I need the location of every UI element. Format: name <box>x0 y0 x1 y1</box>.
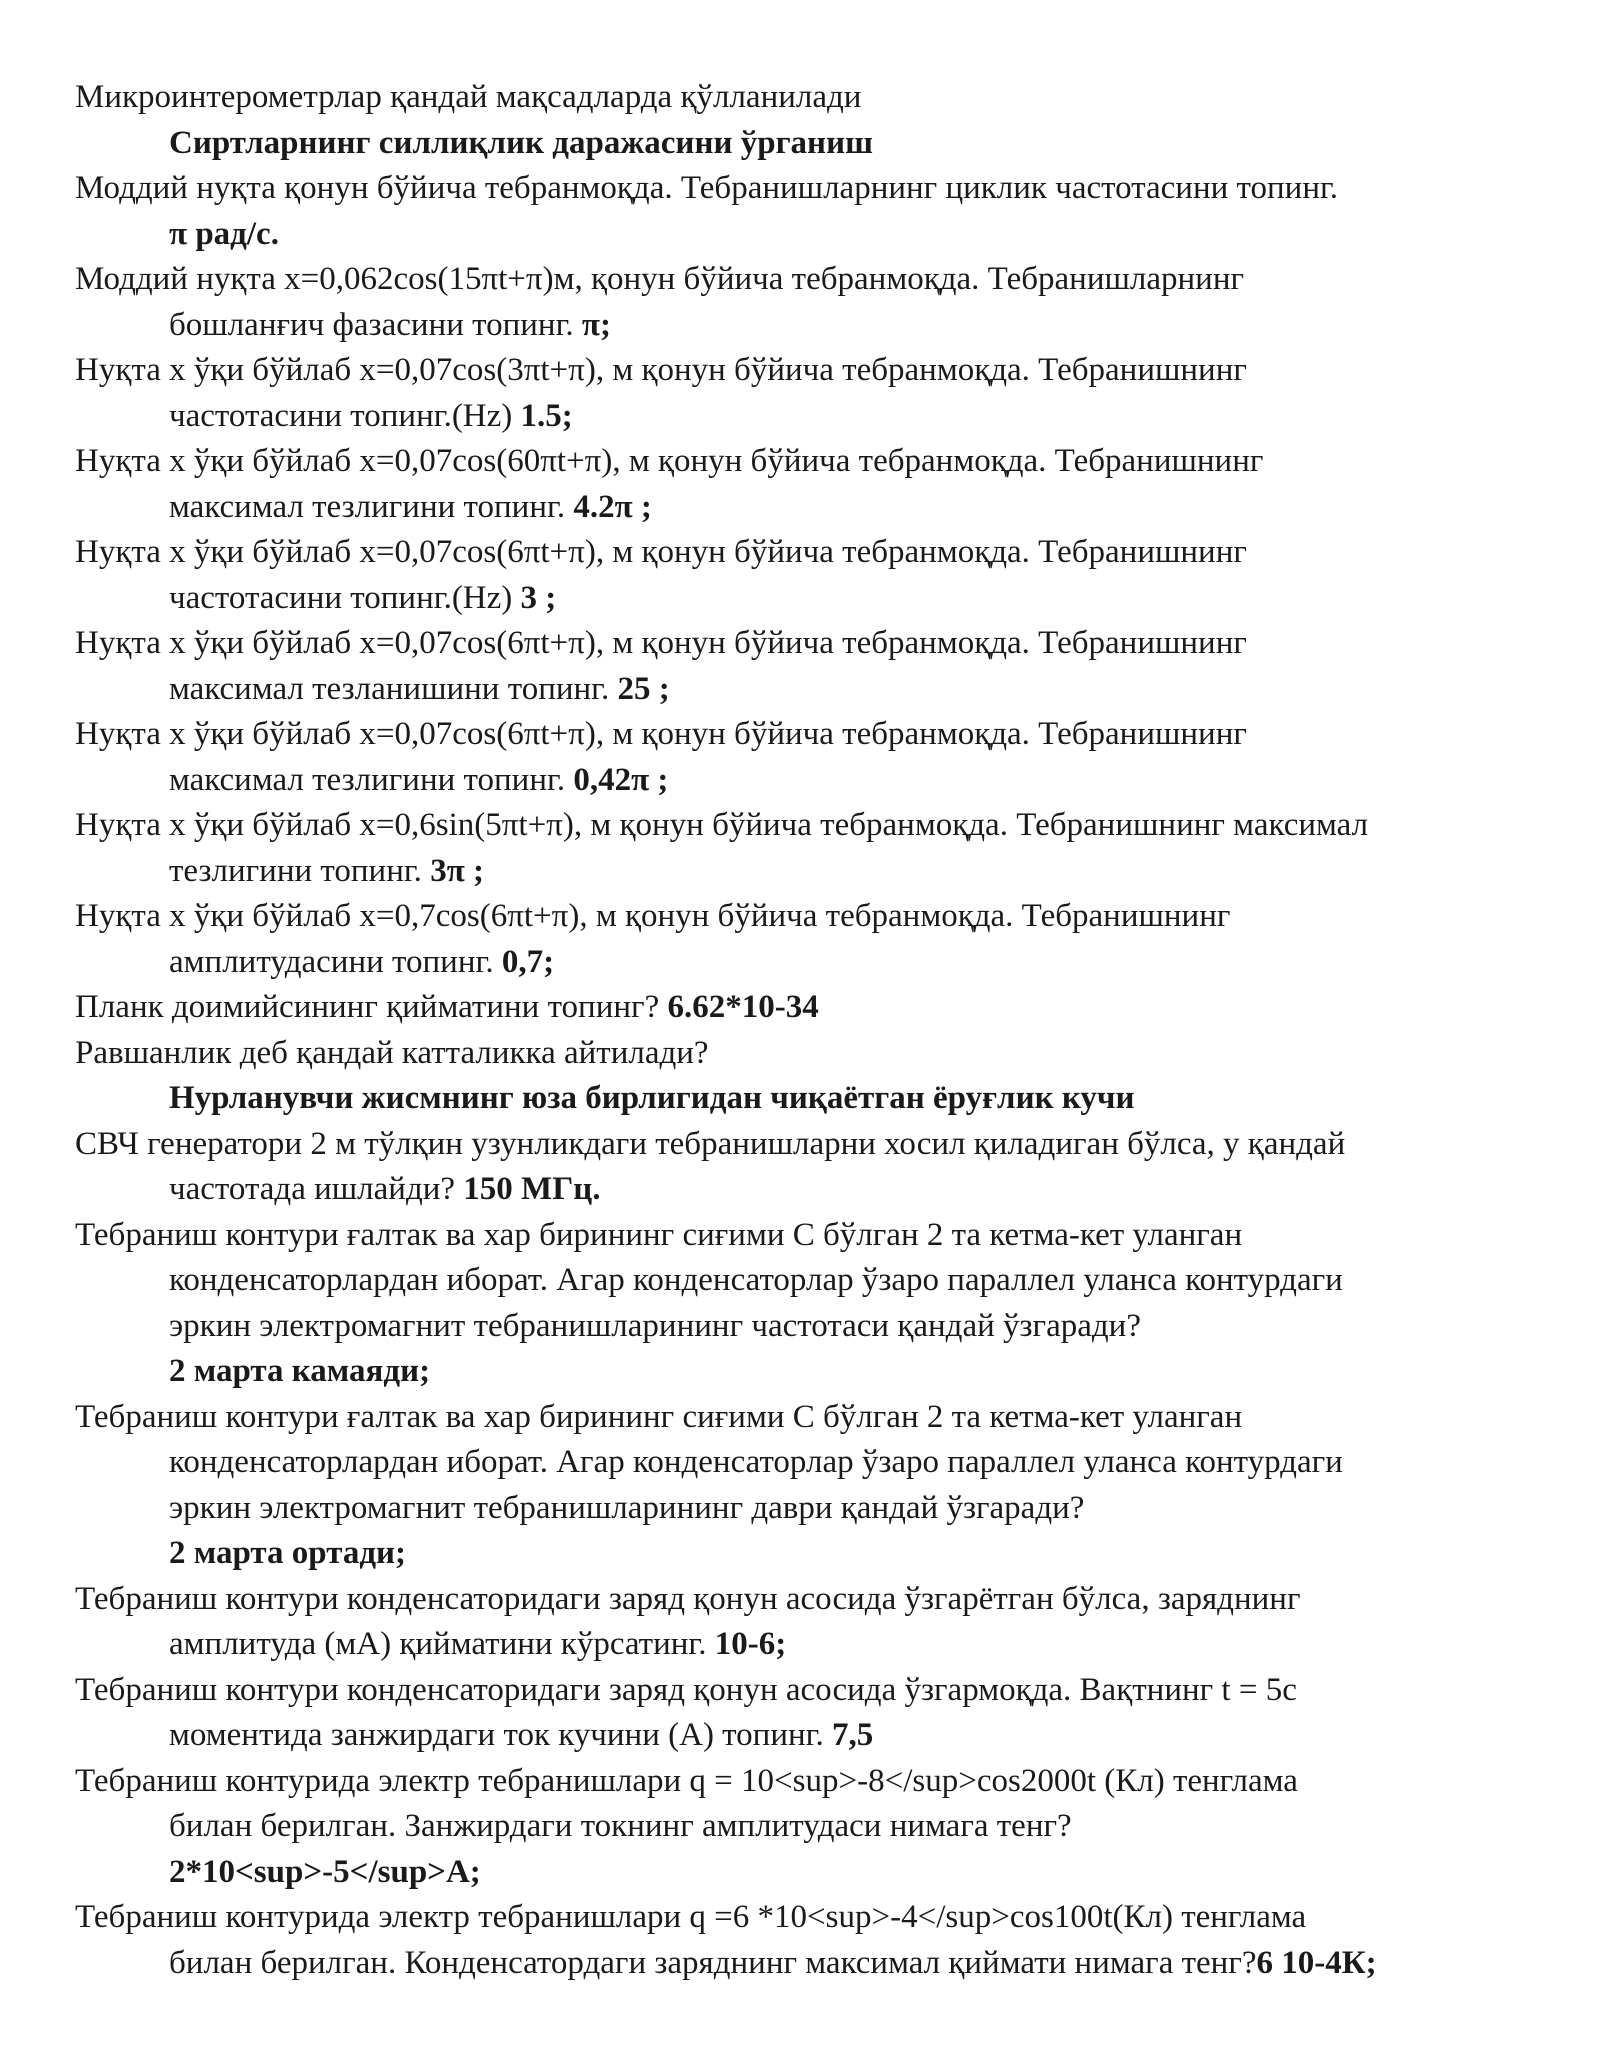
line-text: амплитуда (мА) қийматини кўрсатинг. <box>169 1626 715 1662</box>
document-line-continuation <box>75 1349 1560 1395</box>
line-text: эркин электромагнит тебранишларининг даври қандай ўзгаради? <box>169 1489 1085 1526</box>
document-line <box>75 257 1560 303</box>
document-line <box>75 621 1560 667</box>
document-line <box>75 1213 1560 1259</box>
answer-text: 7,5 <box>831 1717 874 1753</box>
answer-text: 3 ; <box>520 579 557 616</box>
answer-text: 6 10-4К; <box>1256 1944 1377 1981</box>
answer-text: 2 марта ортади; <box>169 1535 407 1571</box>
line-text: Нуқта x ўқи бўйлаб x=0,07cos(6πt+π), м қонун бўйича тебранмоқда. Тебранишнинг <box>75 534 1247 570</box>
line-text: Тебраниш контурида электр тебранишлари q = 10<sup>-8</sup>cos2000t (Кл) тенглама <box>75 1762 1298 1799</box>
line-text: Моддий нуқта қонун бўйича тебранмоқда. Тебранишларнинг циклик частотасини топинг. <box>75 170 1339 206</box>
document-line <box>75 1759 1560 1805</box>
document-line-continuation <box>75 758 1560 804</box>
line-text: Тебраниш контури конденсаторидаги заряд қонун асосида ўзгарётган бўлса, заряднинг <box>75 1580 1301 1617</box>
document-line-continuation <box>75 1486 1560 1532</box>
line-text: максимал тезлигини топинг. <box>169 761 574 798</box>
answer-text: 1.5; <box>520 397 573 434</box>
line-text: Нуқта x ўқи бўйлаб x=0,07cos(60πt+π), м қонун бўйича тебранмоқда. Тебранишнинг <box>75 443 1264 479</box>
document-line-continuation <box>75 1531 1560 1577</box>
document-line-continuation <box>75 1258 1560 1304</box>
document-line <box>75 1395 1560 1441</box>
document-line-continuation <box>75 940 1560 986</box>
answer-text: π; <box>581 306 611 343</box>
document-line <box>75 894 1560 940</box>
document-line-continuation <box>75 1850 1560 1896</box>
document-body <box>75 75 1560 1986</box>
document-line-continuation <box>75 121 1560 167</box>
document-line-continuation <box>75 576 1560 622</box>
document-line-continuation <box>75 1941 1560 1987</box>
line-text: Тебраниш контурида электр тебранишлари q =6 *10<sup>-4</sup>cos100t(Кл) тенглама <box>75 1899 1307 1935</box>
answer-text: π рад/с. <box>169 215 279 252</box>
document-line-continuation <box>75 1804 1560 1850</box>
document-line-continuation <box>75 303 1560 349</box>
line-text: Нуқта x ўқи бўйлаб x=0,07cos(3πt+π), м қонун бўйича тебранмоқда. Тебранишнинг <box>75 352 1247 388</box>
document-line <box>75 1031 1560 1077</box>
document-line <box>75 1895 1560 1941</box>
document-line-continuation <box>75 667 1560 713</box>
document-line <box>75 1668 1560 1714</box>
line-text: Тебраниш контури ғалтак ва хар бирининг сиғими С бўлган 2 та кетма-кет уланган <box>75 1216 1243 1253</box>
line-text: Тебраниш контури ғалтак ва хар бирининг сиғими С бўлган 2 та кетма-кет уланган <box>75 1398 1243 1435</box>
line-text: Нуқта x ўқи бўйлаб x=0,7cos(6πt+π), м қонун бўйича тебранмоқда. Тебранишнинг <box>75 898 1231 934</box>
answer-text: 2 марта камаяди; <box>169 1353 431 1389</box>
line-text: бошланғич фазасини топинг. <box>169 306 582 343</box>
line-text: максимал тезлигини топинг. <box>169 488 574 525</box>
line-text: Планк доимийсининг қийматини топинг? <box>75 989 668 1025</box>
line-text: частотасини топинг.(Hz) <box>169 579 521 616</box>
document-line <box>75 985 1560 1031</box>
document-line <box>75 712 1560 758</box>
line-text: Нуқта x ўқи бўйлаб x=0,6sin(5πt+π), м қонун бўйича тебранмоқда. Тебранишнинг максимал <box>75 807 1369 843</box>
document-line <box>75 1122 1560 1168</box>
line-text: моментида занжирдаги ток кучини (А) топинг. <box>169 1717 832 1753</box>
document-line-continuation <box>75 1713 1560 1759</box>
line-text: конденсаторлардан иборат. Агар конденсаторлар ўзаро параллел уланса контурдаги <box>169 1444 1343 1480</box>
line-text: Нуқта x ўқи бўйлаб x=0,07cos(6πt+π), м қонун бўйича тебранмоқда. Тебранишнинг <box>75 625 1247 661</box>
line-text: СВЧ генератори 2 м тўлқин узунликдаги тебранишларни хосил қиладиган бўлса, у қандай <box>75 1125 1346 1162</box>
document-line <box>75 166 1560 212</box>
document-line <box>75 1577 1560 1623</box>
answer-text: 10-6; <box>714 1626 787 1662</box>
answer-text: 3π ; <box>430 852 485 889</box>
document-line-continuation <box>75 1622 1560 1668</box>
line-text: амплитудасини топинг. <box>169 943 502 980</box>
document-line-continuation <box>75 1304 1560 1350</box>
line-text: билан берилган. Конденсатордаги заряднинг максимал қиймати нимага тенг? <box>169 1944 1257 1981</box>
line-text: тезлигини топинг. <box>169 852 431 889</box>
answer-text: Нурланувчи жисмнинг юза бирлигидан чиқаётган ёруғлик кучи <box>169 1080 1135 1116</box>
line-text: максимал тезланишини топинг. <box>169 670 618 707</box>
line-text: частотасини топинг.(Hz) <box>169 397 521 434</box>
document-line-continuation <box>75 394 1560 440</box>
answer-text: 0,42π ; <box>573 761 669 798</box>
line-text: Равшанлик деб қандай катталикка айтилади? <box>75 1034 709 1071</box>
document-line-continuation <box>75 1076 1560 1122</box>
answer-text: 150 МГц. <box>463 1171 601 1207</box>
line-text: Нуқта x ўқи бўйлаб x=0,07cos(6πt+π), м қонун бўйича тебранмоқда. Тебранишнинг <box>75 716 1247 752</box>
document-line <box>75 348 1560 394</box>
line-text: эркин электромагнит тебранишларининг частотаси қандай ўзгаради? <box>169 1307 1141 1344</box>
line-text: частотада ишлайди? <box>169 1171 464 1207</box>
document-line <box>75 75 1560 121</box>
line-text: конденсаторлардан иборат. Агар конденсаторлар ўзаро параллел уланса контурдаги <box>169 1262 1343 1298</box>
document-line <box>75 530 1560 576</box>
answer-text: 2*10<sup>-5</sup>A; <box>169 1853 481 1890</box>
document-line <box>75 439 1560 485</box>
answer-text: 6.62*10-34 <box>667 989 819 1025</box>
line-text: Микроинтерометрлар қандай мақсадларда қўлланилади <box>75 79 862 115</box>
document-line-continuation <box>75 485 1560 531</box>
document-line-continuation <box>75 212 1560 258</box>
document-line-continuation <box>75 1167 1560 1213</box>
line-text: Тебраниш контури конденсаторидаги заряд қонун асосида ўзгармоқда. Вақтнинг t = 5c <box>75 1671 1297 1708</box>
document-line-continuation <box>75 1440 1560 1486</box>
answer-text: Сиртларнинг силлиқлик даражасини ўрганиш <box>169 124 873 161</box>
document-line <box>75 803 1560 849</box>
answer-text: 4.2π ; <box>573 488 652 525</box>
line-text: Моддий нуқта x=0,062cos(15πt+π)м, қонун бўйича тебранмоқда. Тебранишларнинг <box>75 261 1245 297</box>
document-line-continuation <box>75 849 1560 895</box>
answer-text: 25 ; <box>617 670 670 707</box>
answer-text: 0,7; <box>501 943 555 980</box>
line-text: билан берилган. Занжирдаги токнинг амплитудаси нимага тенг? <box>169 1808 1072 1844</box>
